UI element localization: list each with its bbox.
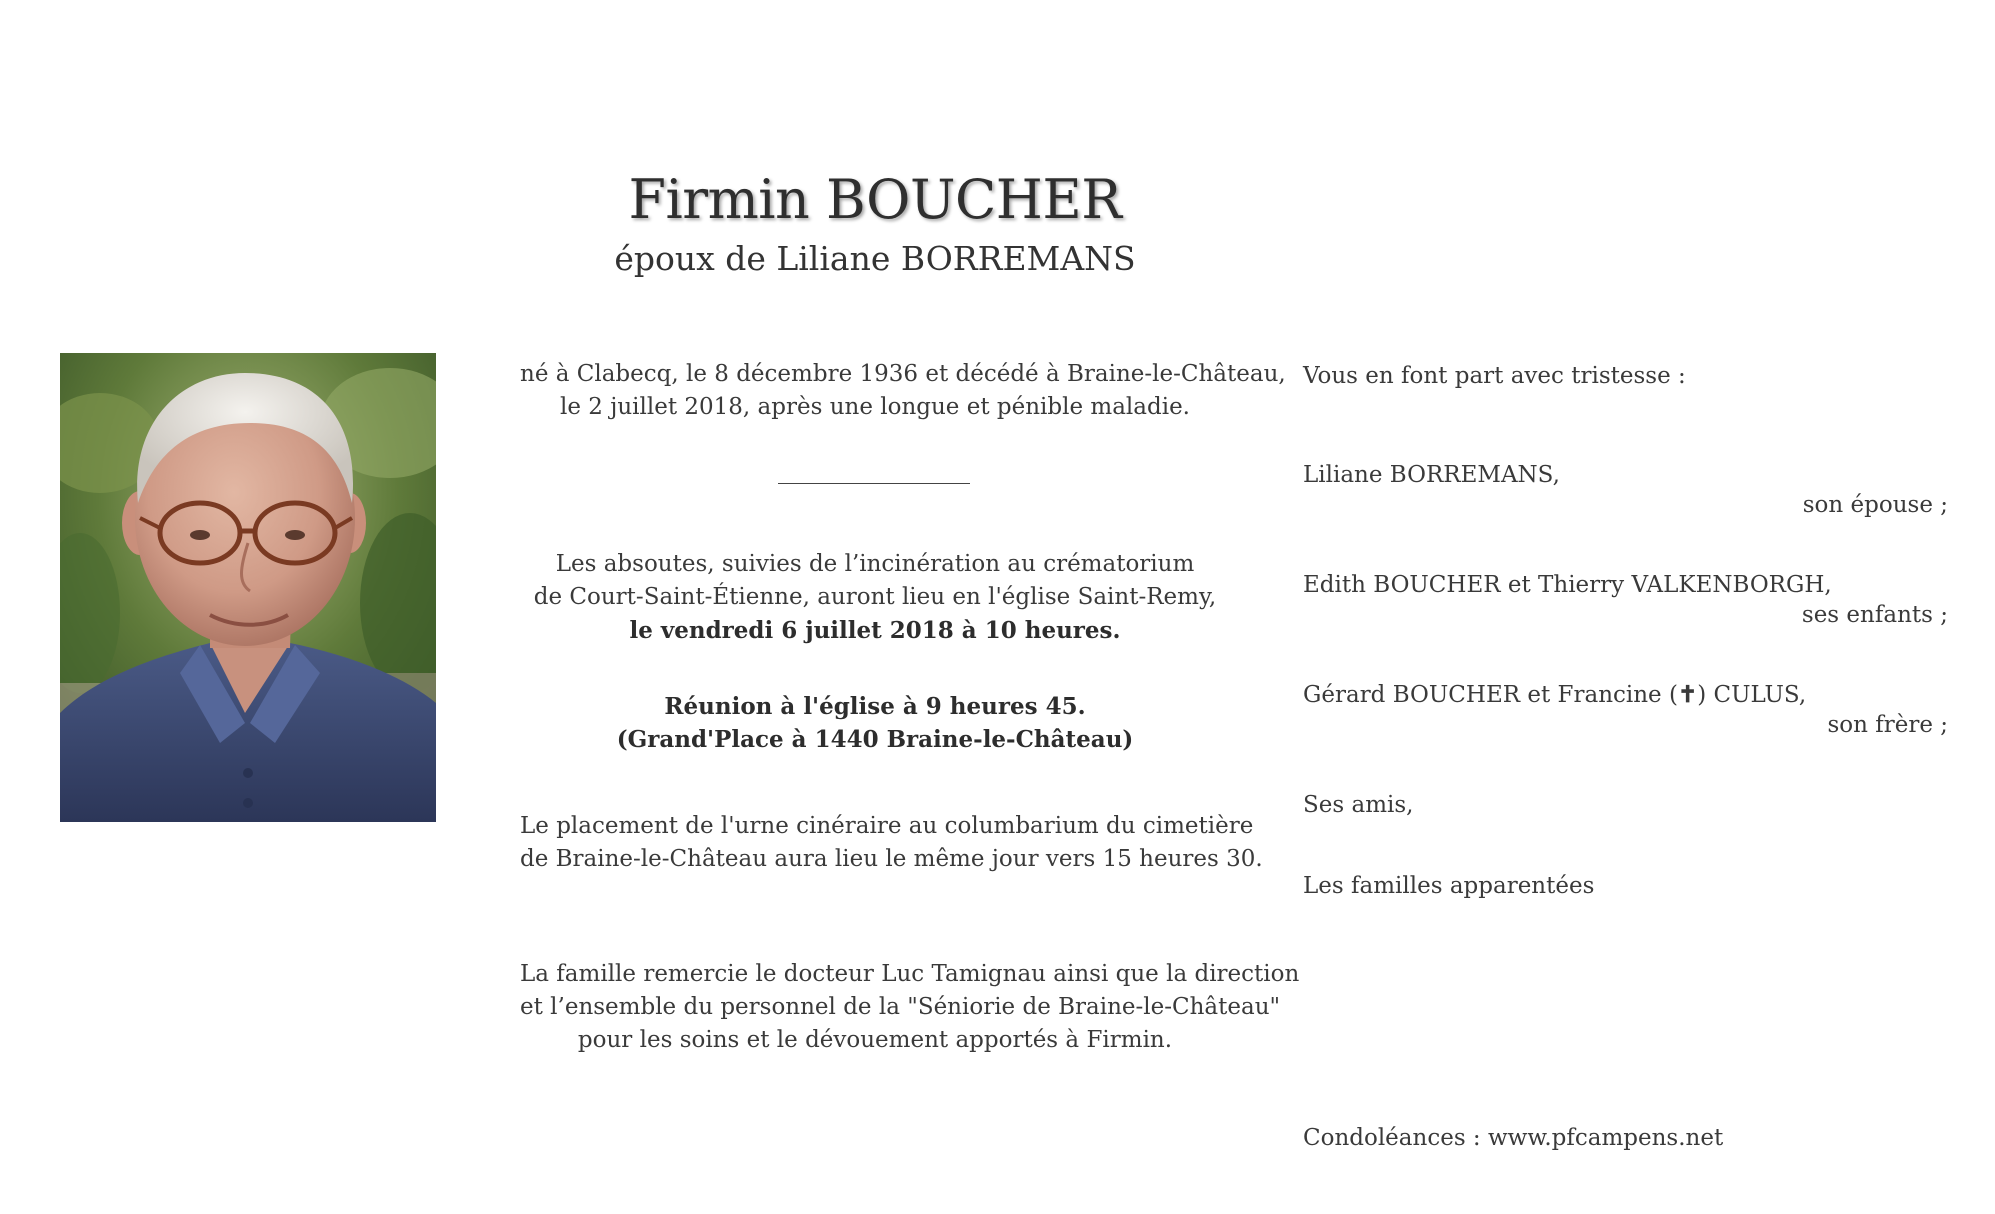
family-member-relation: son frère ; [1827,712,1948,738]
family-member-name [1303,680,1948,710]
ceremony-line: Les absoutes, suivies de l’incinération au crématorium [555,551,1195,577]
ceremony-line: de Court-Saint-Étienne, auront lieu en l'église Saint-Remy, [533,584,1217,610]
ceremony-date: le vendredi 6 juillet 2018 à 10 heures. [629,617,1121,644]
family-member-relation: ses enfants ; [1801,602,1948,628]
relatives-line: Les familles apparentées [1303,873,1595,899]
urn-line: Le placement de l'urne cinéraire au columbarium du cimetière [520,813,1254,839]
family-intro: Vous en font part avec tristesse : [1303,363,1686,389]
meeting-address: (Grand'Place à 1440 Braine-le-Château) [616,726,1134,753]
meeting-line: Réunion à l'église à 9 heures 45. [664,693,1086,720]
meeting-text [520,690,1230,756]
thanks-line: La famille remercie le docteur Luc Tamignau ainsi que la direction [520,961,1300,987]
condolences-link[interactable]: Condoléances : www.pfcampens.net [1303,1125,1724,1151]
cross-icon: ✝ [1677,681,1698,708]
urn-line: de Braine-le-Château aura lieu le même jour vers 15 heures 30. [520,846,1263,872]
urn-text [520,810,1263,876]
birth-death-line: le 2 juillet 2018, après une longue et pénible maladie. [560,394,1190,420]
birth-death-text [520,358,1286,424]
name-part: Gérard BOUCHER et Francine ( [1303,682,1678,708]
family-member-relation: son épouse ; [1802,492,1948,518]
portrait-photo [60,353,436,822]
divider [778,483,970,484]
family-member [1303,680,1948,740]
birth-death-line: né à Clabecq, le 8 décembre 1936 et décédé à Braine-le-Château, [520,361,1286,387]
friends-line: Ses amis, [1303,792,1414,818]
spouse-line: époux de Liliane BORREMANS [614,239,1136,278]
family-member [1303,460,1948,520]
family-member-name: Liliane BORREMANS, [1303,462,1560,488]
family-member-name: Edith BOUCHER et Thierry VALKENBORGH, [1303,572,1832,598]
ceremony-text [520,548,1230,647]
deceased-name: Firmin BOUCHER [628,168,1122,231]
family-member [1303,570,1948,630]
thanks-line: et l’ensemble du personnel de la "Séniorie de Braine-le-Château" [520,994,1281,1020]
thanks-line: pour les soins et le dévouement apportés à Firmin. [577,1027,1173,1053]
thanks-text [520,958,1300,1057]
name-part: ) CULUS, [1697,682,1807,708]
